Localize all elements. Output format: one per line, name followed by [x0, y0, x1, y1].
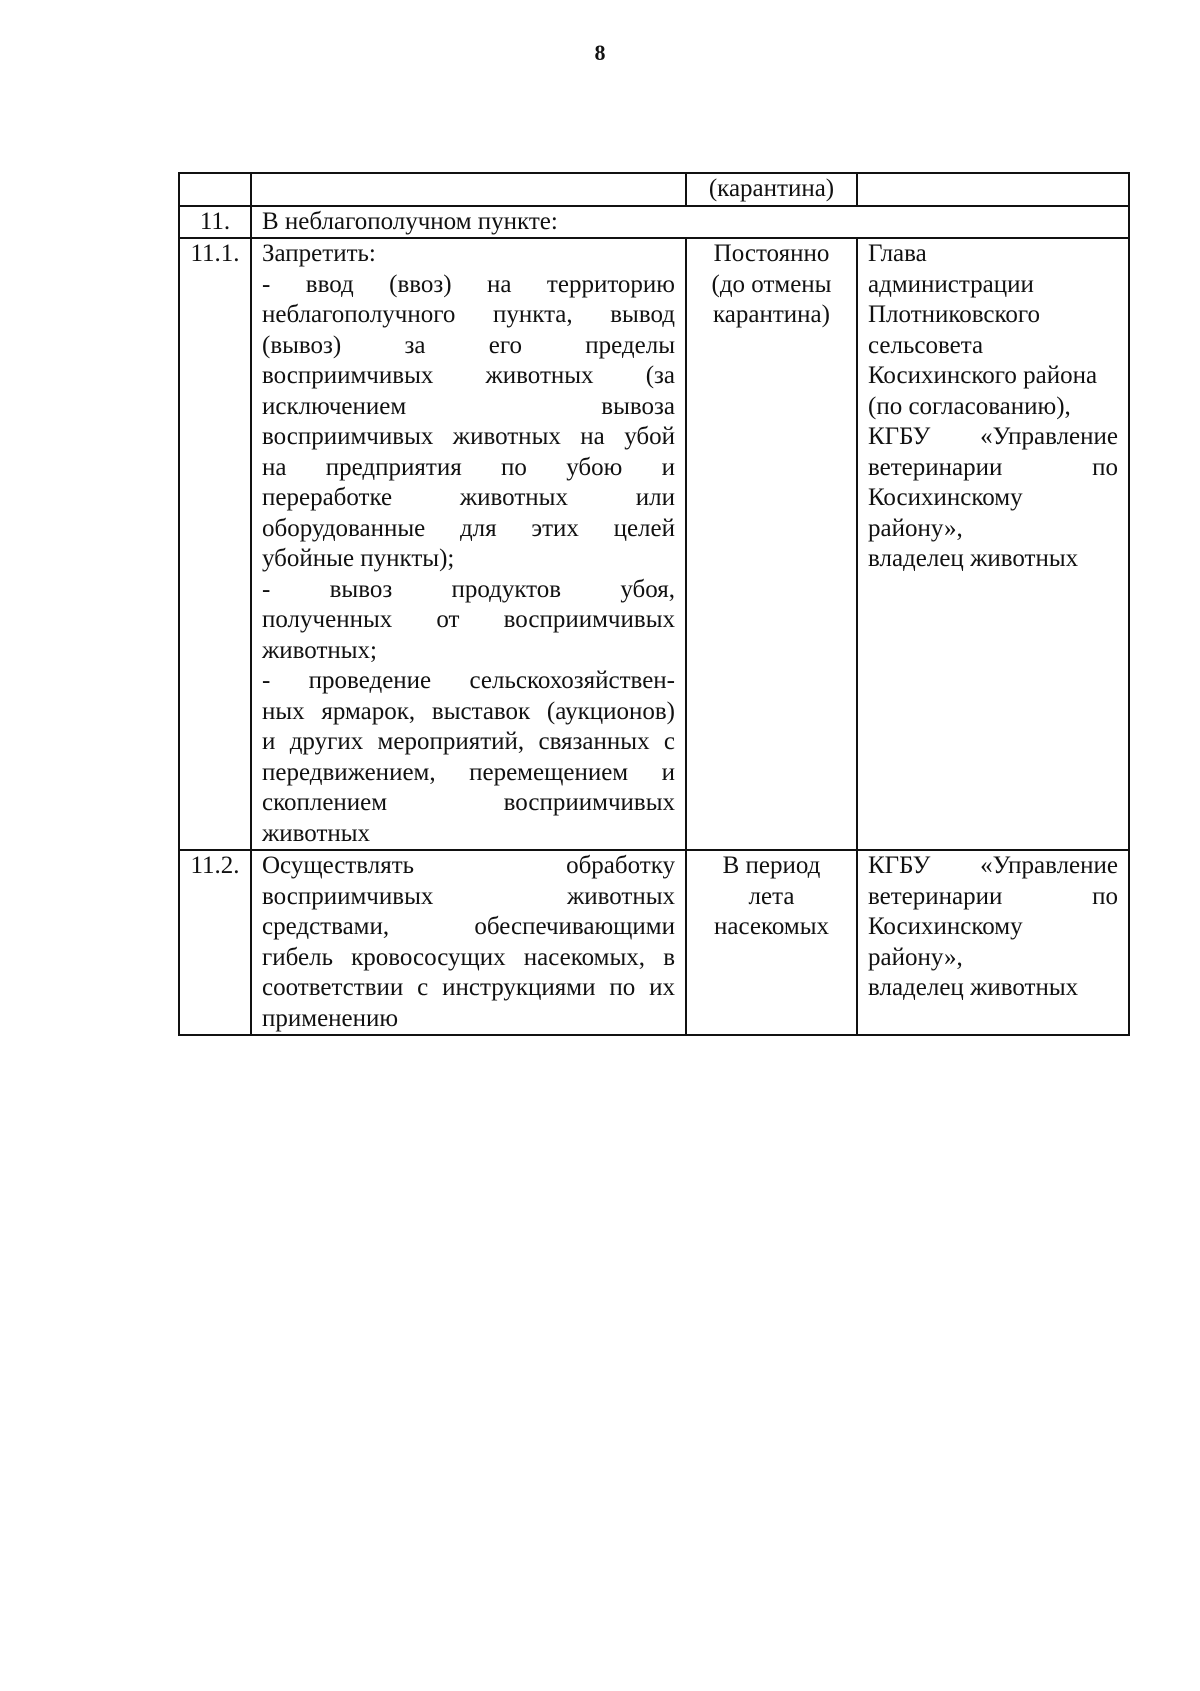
responsible-line: Косихинскому — [868, 484, 1023, 511]
responsible-line: району», — [868, 514, 963, 542]
responsible-cell — [857, 850, 1129, 1035]
measure-line: полученных от восприимчивых — [262, 606, 675, 633]
row-number: 11.2. — [179, 850, 251, 1035]
responsible-line: владелец животных — [868, 545, 1079, 572]
measure-line: восприимчивых животных на убой — [262, 423, 675, 450]
cell-num-empty — [179, 173, 251, 206]
responsible-line: владелец животных — [868, 974, 1079, 1001]
measure-line: - ввод (ввоз) на территорию — [262, 270, 675, 298]
responsible-line: Глава — [868, 240, 927, 267]
responsible-line: району», — [868, 943, 963, 971]
measure-line: средствами, обеспечивающими — [262, 913, 675, 940]
cell-measure-empty — [251, 173, 686, 206]
table-row-11-1 — [179, 238, 1129, 850]
measure-line: переработке животных или — [262, 484, 675, 511]
measure-line: животных — [262, 819, 371, 847]
term-line: насекомых — [714, 913, 829, 940]
table-row-section — [179, 206, 1129, 239]
responsible-line: (по согласованию), — [868, 392, 1071, 420]
measure-line: ных ярмарок, выставок (аукционов) — [262, 697, 675, 725]
responsible-cell — [857, 238, 1129, 850]
measure-line: применению — [262, 1004, 399, 1032]
page-number: 8 — [594, 40, 606, 65]
measure-line: и других мероприятий, связанных с — [262, 728, 675, 755]
responsible-line: ветеринарии по — [868, 882, 1118, 910]
measure-cell — [251, 850, 686, 1035]
measure-line: восприимчивых животных (за — [262, 362, 675, 389]
measures-table — [178, 172, 1130, 1036]
term-line: (до отмены — [711, 270, 832, 298]
term-line: В период — [722, 852, 821, 879]
term-line: Постоянно — [713, 240, 830, 267]
measure-line: соответствии с инструкциями по их — [262, 974, 675, 1001]
measure-line: - вывоз продуктов убоя, — [262, 575, 675, 603]
term-cell — [686, 238, 857, 850]
responsible-line: сельсовета — [868, 331, 984, 359]
responsible-line: КГБУ «Управление — [868, 423, 1118, 450]
measure-line: оборудованные для этих целей — [262, 514, 675, 542]
measure-line: убойные пункты); — [262, 545, 455, 572]
measure-line: неблагополучного пункта, вывод — [262, 301, 675, 328]
measure-line: - проведение сельскохозяйствен- — [262, 667, 675, 694]
section-number: 11. — [179, 206, 251, 239]
measure-cell — [251, 238, 686, 850]
measure-line: скоплением восприимчивых — [262, 789, 675, 816]
measure-line: Запретить: — [262, 240, 376, 267]
section-title: В неблагополучном пункте: — [251, 206, 1129, 239]
term-line: лета — [748, 882, 795, 910]
cell-term-continued: (карантина) — [686, 173, 857, 206]
cell-responsible-empty — [857, 173, 1129, 206]
responsible-line: КГБУ «Управление — [868, 852, 1118, 879]
measure-line: передвижением, перемещением и — [262, 758, 675, 786]
measure-line: восприимчивых животных — [262, 882, 675, 910]
table-row-continued — [179, 173, 1129, 206]
term-line: карантина) — [713, 301, 830, 328]
measure-line: исключением вывоза — [262, 392, 675, 420]
table-row-11-2 — [179, 850, 1129, 1035]
responsible-line: Косихинскому — [868, 913, 1023, 940]
measure-line: животных; — [262, 636, 378, 664]
measure-line: гибель кровососущих насекомых, в — [262, 943, 675, 971]
measure-line: Осуществлять обработку — [262, 852, 675, 879]
responsible-line: Плотниковского — [868, 301, 1041, 328]
responsible-line: ветеринарии по — [868, 453, 1118, 481]
term-cell — [686, 850, 857, 1035]
row-number: 11.1. — [179, 238, 251, 850]
measure-line: (вывоз) за его пределы — [262, 331, 675, 359]
responsible-line: Косихинского района — [868, 362, 1098, 389]
measure-line: на предприятия по убою и — [262, 453, 675, 481]
responsible-line: администрации — [868, 270, 1034, 298]
